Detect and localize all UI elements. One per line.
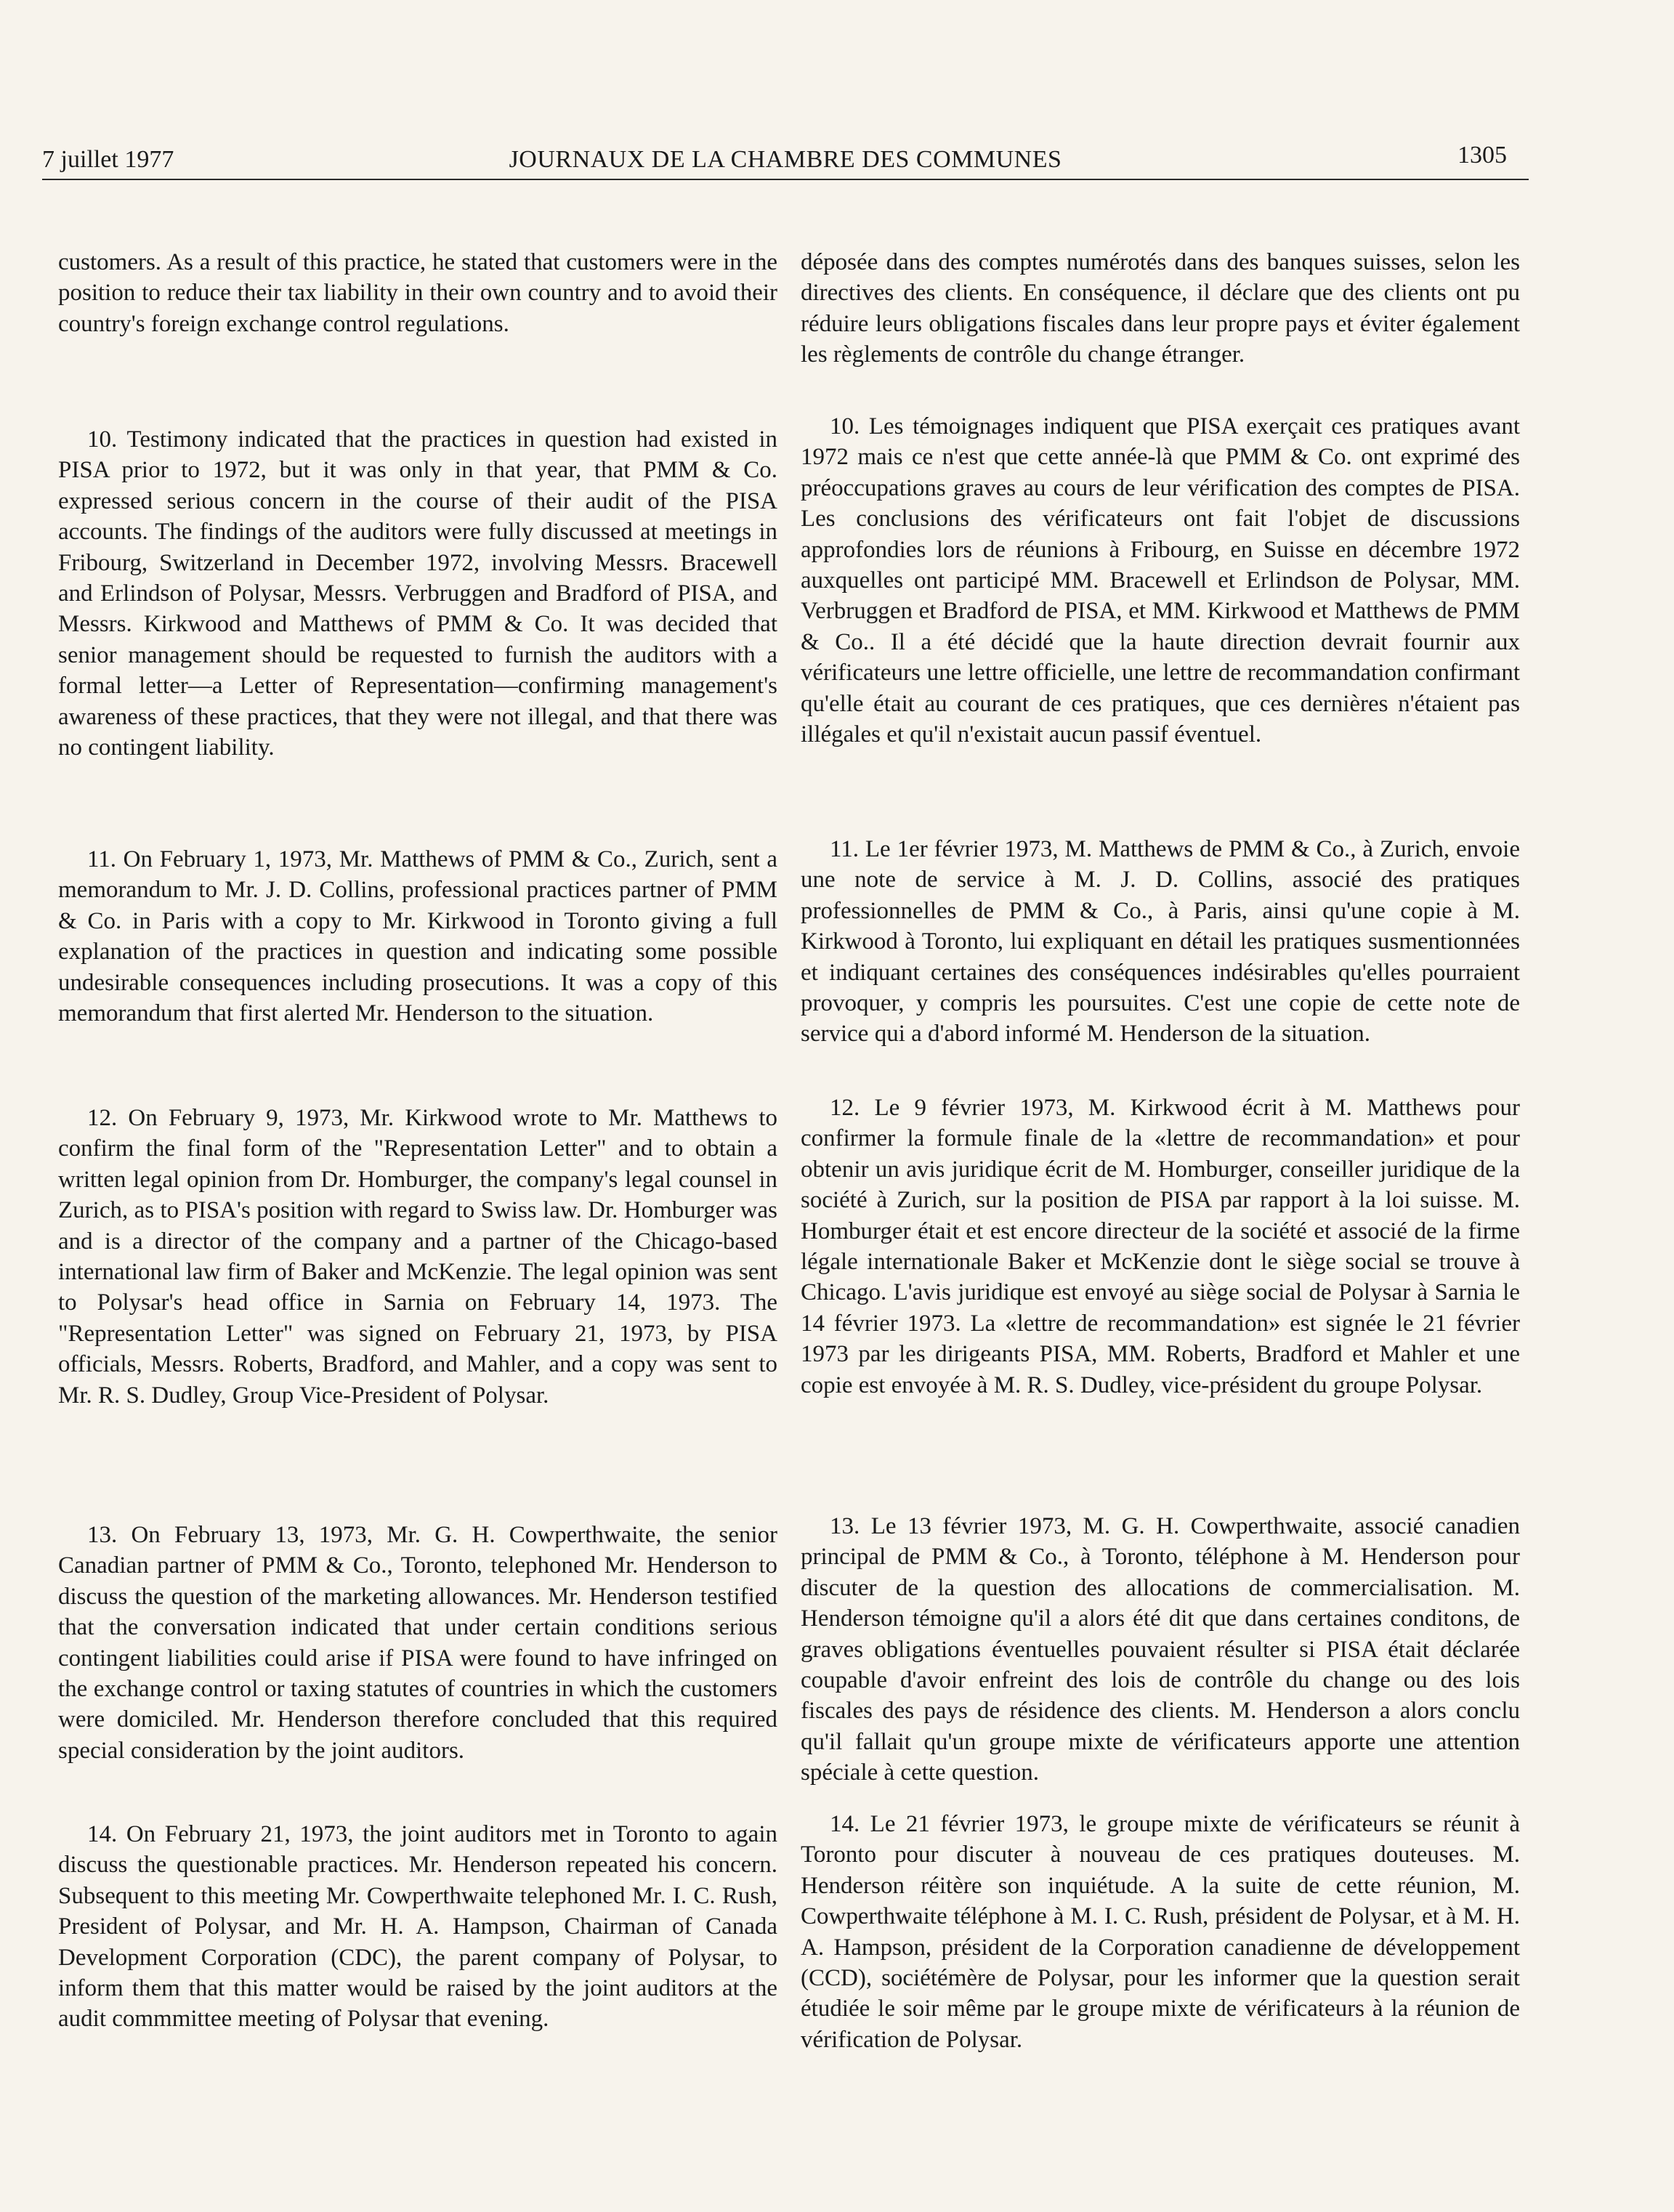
running-head [42,144,1529,180]
english-paragraph-continued: customers. As a result of this practice, he stated that customers were in the position to reduce their tax liability in their own country and to avoid their country's foreign exchange control regulations. [58,249,777,337]
english-paragraph-12: 12. On February 9, 1973, Mr. Kirkwood wrote to Mr. Matthews to confirm the final form of the "Representation Letter" and to obtain a written legal opinion from Dr. Homburger, the company's legal counsel in Zurich, as to PISA's position with regard to Swiss law. Dr. Homburger was and is a director of the company and a partner of the Chicago-based international law firm of Baker and McKenzie. The legal opinion was sent to Polysar's head office in Sarnia on February 14, 1973. The "Representation Letter" was signed on February 21, 1973, by PISA officials, Messrs. Roberts, Bradford, and Mahler, and a copy was sent to Mr. R. S. Dudley, Group Vice-President of Polysar. [58,1105,777,1409]
header-date: 7 juillet 1977 [42,146,174,173]
header-title: JOURNAUX DE LA CHAMBRE DES COMMUNES [509,146,1062,173]
english-paragraph-10: 10. Testimony indicated that the practices in question had existed in PISA prior to 1972, but it was only in that year, that PMM & Co. expressed serious concern in the course of their audit of the PISA accounts. The findings of the auditors were fully discussed at meetings in Fribourg, Switzerland in December 1972, involving Messrs. Bracewell and Erlindson of Polysar, Messrs. Verbruggen and Bradford of PISA, and Messrs. Kirkwood and Matthews of PMM & Co. It was decided that senior management should be requested to furnish the auditors with a formal letter—a Letter of Representation—confirming management's awareness of these practices, that they were not illegal, and that there was no contingent liability. [58,426,777,761]
french-paragraph-11: 11. Le 1er février 1973, M. Matthews de PMM & Co., à Zurich, envoie une note de service à M. J. D. Collins, associé des pratiques professionnelles de PMM & Co., à Paris, ainsi qu'une copie à M. Kirkwood à Toronto, lui expliquant en détail les pratiques susmentionnées et indiquant certaines des conséquences indésirables qu'elles pourraient provoquer, y compris les poursuites. C'est une copie de cette note de service qui a d'abord informé M. Henderson de la situation. [801,836,1520,1048]
french-paragraph-12: 12. Le 9 février 1973, M. Kirkwood écrit à M. Matthews pour confirmer la formule finale de la «lettre de recommandation» et pour obtenir un avis juridique écrit de M. Homburger, conseiller juridique de la société à Zurich, sur la position de PISA par rapport à la loi suisse. M. Homburger était et est encore directeur de la société et associé de la firme légale internationale Baker et McKenzie dont le siège social se trouve à Chicago. L'avis juridique est envoyé au siège social de Polysar à Sarnia le 14 février 1973. La «lettre de recommandation» est signée le 21 février 1973 par les dirigeants PISA, MM. Roberts, Bradford et Mahler et une copie est envoyée à M. R. S. Dudley, vice-président du groupe Polysar. [801,1095,1520,1398]
english-paragraph-14: 14. On February 21, 1973, the joint auditors met in Toronto to again discuss the questionable practices. Mr. Henderson repeated his concern. Subsequent to this meeting Mr. Cowperthwaite telephoned Mr. I. C. Rush, President of Polysar, and Mr. H. A. Hampson, Chairman of Canada Development Corporation (CDC), the parent company of Polysar, to inform them that this matter would be raised by the joint auditors at the audit commmittee meeting of Polysar that evening. [58,1821,777,2033]
english-paragraph-11: 11. On February 1, 1973, Mr. Matthews of PMM & Co., Zurich, sent a memorandum to Mr. J. D. Collins, professional practices partner of PMM & Co. in Paris with a copy to Mr. Kirkwood in Toronto giving a full explanation of the practices in question and indicating some possible undesirable consequences including prosecutions. It was a copy of this memorandum that first alerted Mr. Henderson to the situation. [58,846,777,1027]
page-number: 1305 [1457,142,1507,169]
french-paragraph-13: 13. Le 13 février 1973, M. G. H. Cowperthwaite, associé canadien principal de PMM & Co., à Toronto, téléphone à M. Henderson pour discuter de la question des allocations de commercialisation. M. Henderson témoigne qu'il a alors été dit que dans certaines conditons, de graves obligations éventuelles pouvaient résulter si PISA était déclarée coupable d'avoir enfreint des lois de contrôle du change ou des lois fiscales des pays de résidence des clients. M. Henderson a alors conclu qu'il fallait qu'un groupe mixte de vérificateurs apporte une attention spéciale à cette question. [801,1513,1520,1786]
french-paragraph-10: 10. Les témoignages indiquent que PISA exerçait ces pratiques avant 1972 mais ce n'est que cette année-là que PMM & Co. ont exprimé des préoccupations graves au cours de leur vérification des comptes de PISA. Les conclusions des vérificateurs ont fait l'objet de discussions approfondies lors de réunions à Fribourg, en Suisse en décembre 1972 auxquelles ont participé MM. Bracewell et Erlindson de Polysar, MM. Verbruggen et Bradford de PISA, et MM. Kirkwood et Matthews de PMM & Co.. Il a été décidé que la haute direction devrait fournir aux vérificateurs une lettre officielle, une lettre de recommandation confirmant qu'elle était au courant de ces pratiques, que ces dernières n'étaient pas illégales et qu'il n'existait aucun passif éventuel. [801,413,1520,748]
french-paragraph-14: 14. Le 21 février 1973, le groupe mixte de vérificateurs se réunit à Toronto pour discuter à nouveau de ces pratiques douteuses. M. Henderson réitère son inquiétude. A la suite de cette réunion, M. Cowperthwaite téléphone à M. I. C. Rush, président de Polysar, et à M. H. A. Hampson, président de la Corporation canadienne de développement (CCD), sociétémère de Polysar, pour les informer que la question serait étudiée le soir même par le groupe mixte de vérificateurs à la réunion de vérification de Polysar. [801,1811,1520,2053]
french-paragraph-continued: déposée dans des comptes numérotés dans des banques suisses, selon les directives des clients. En conséquence, il déclare que des clients ont pu réduire leurs obligations fiscales dans leur propre pays et éviter également les règlements de contrôle du change étranger. [801,249,1520,368]
english-paragraph-13: 13. On February 13, 1973, Mr. G. H. Cowperthwaite, the senior Canadian partner of PMM & Co., Toronto, telephoned Mr. Henderson to discuss the question of the marketing allowances. Mr. Henderson testified that the conversation indicated that under certain conditions serious contingent liabilities could arise if PISA were found to have infringed on the exchange control or taxing statutes of countries in which the customers were domiciled. Mr. Henderson therefore concluded that this required special consideration by the joint auditors. [58,1522,777,1764]
